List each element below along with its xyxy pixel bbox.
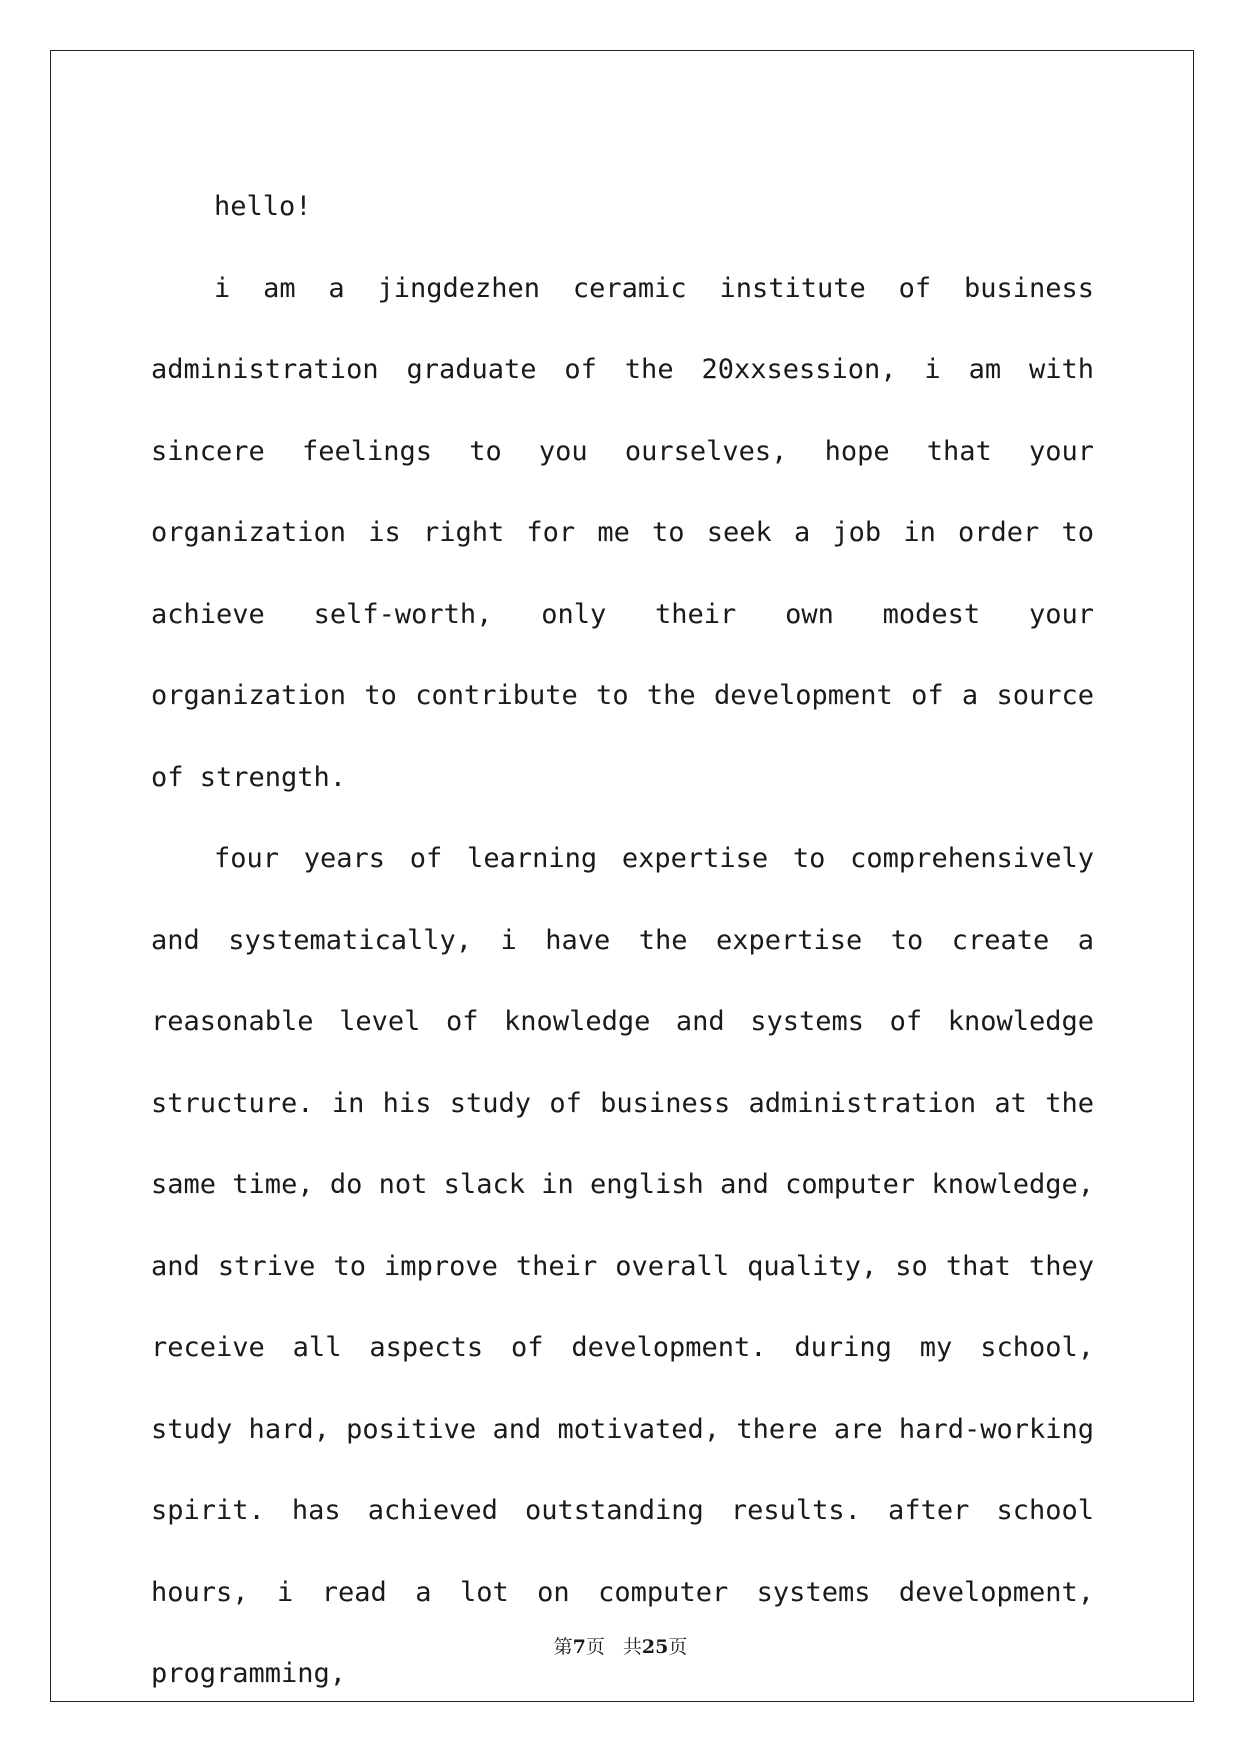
total-suffix: 页: [668, 1636, 688, 1658]
page-footer: [0, 1632, 1241, 1659]
paragraph-1: i am a jingdezhen ceramic institute of business administration graduate of the 20xxsession, i am with sincere feelings to you ourselves, hope that your organization is right for me to seek a job in order to achieve self-worth, only their own modest your organization to contribute to the development of a source of strength.: [151, 272, 1094, 793]
letter-body: [151, 166, 1094, 1715]
page-prefix: 第: [553, 1636, 573, 1658]
total-prefix: 共: [622, 1636, 642, 1658]
page-suffix: 页: [585, 1636, 605, 1658]
total-pages: 25: [641, 1636, 669, 1658]
paragraph-2: four years of learning expertise to comprehensively and systematically, i have the expertise to create a reasonable level of knowledge and systems of knowledge structure. in his study of business administration at the same time, do not slack in english and computer knowledge, and strive to improve their overall quality, so that they receive all aspects of development. during my school, study hard, positive and motivated, there are hard-working spirit. has achieved outstanding results. after school hours, i read a lot on computer systems development, programming,: [151, 843, 1094, 1689]
greeting: hello!: [214, 191, 312, 222]
page-number: 7: [572, 1636, 586, 1658]
